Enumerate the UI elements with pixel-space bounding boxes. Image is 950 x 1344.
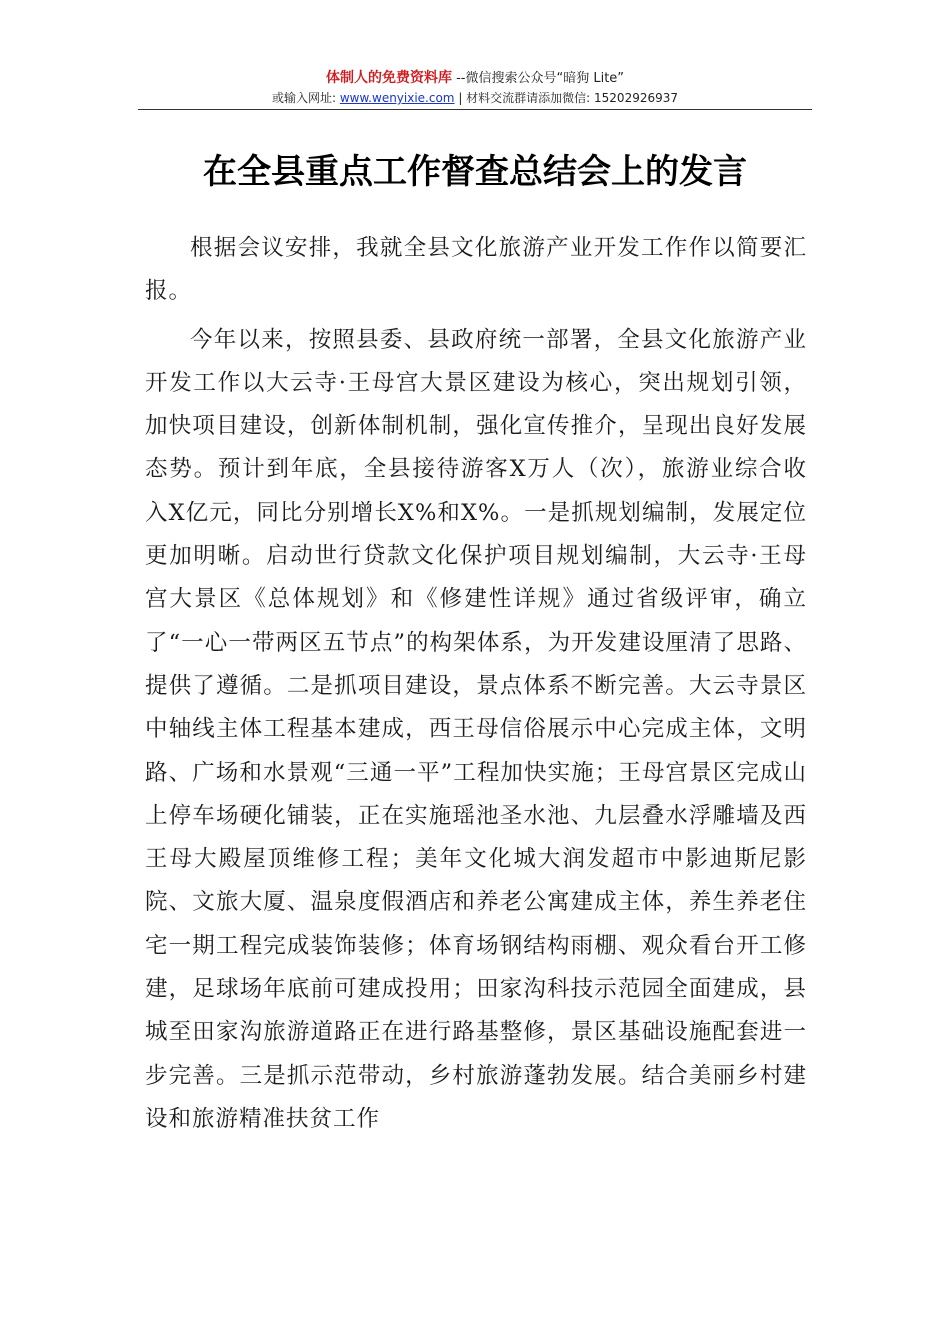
brand-name: 体制人的免费资料库	[325, 70, 452, 86]
document-title: 在全县重点工作督查总结会上的发言	[203, 152, 747, 192]
header-tagline: --微信搜索公众号“暗狗 Lite”	[451, 71, 625, 86]
header-divider	[138, 109, 812, 110]
url-prefix: 或输入网址:	[271, 91, 340, 105]
contact-info: | 材料交流群请添加微信: 15202926937	[454, 91, 679, 105]
paragraph: 根据会议安排，我就全县文化旅游产业开发工作作以简要汇报。	[145, 235, 807, 305]
page-header	[138, 68, 812, 107]
paragraph: 今年以来，按照县委、县政府统一部署，全县文化旅游产业开发工作以大云寺·王母宫大景区建设为核心，突出规划引领，加快项目建设，创新体制机制，强化宣传推介，呈现出良好发展态势。预计到年底，全县接待游客X万人（次），旅游业综合收入X亿元，同比分别增长X%和X%。一是抓规划编制，发展定位更加明晰。启动世行贷款文化保护项目规划编制，大云寺·王母宫大景区《总体规划》和《修建性详规》通过省级评审，确立了“一心一带两区五节点”的构架体系，为开发建设厘清了思路、提供了遵循。二是抓项目建设，景点体系不断完善。大云寺景区中轴线主体工程基本建成，西王母信俗展示中心完成主体，文明路、广场和水景观“三通一平”工程加快实施；王母宫景区完成山上停车场硬化铺装，正在实施瑶池圣水池、九层叠水浮雕墙及西王母大殿屋顶维修工程；美年文化城大润发超市中影迪斯尼影院、文旅大厦、温泉度假酒店和养老公寓建成主体，养生养老住宅一期工程完成装饰装修；体育场钢结构雨棚、观众看台开工修建，足球场年底前可建成投用；田家沟科技示范园全面建成，县城至田家沟旅游道路正在进行路基整修，景区基础设施配套进一步完善。三是抓示范带动，乡村旅游蓬勃发展。结合美丽乡村建设和旅游精准扶贫工作	[145, 326, 807, 1132]
header-line-2	[138, 89, 812, 107]
document-body	[145, 227, 807, 1146]
website-link[interactable]: www.wenyixie.com	[339, 91, 455, 105]
header-line-1	[138, 68, 812, 89]
